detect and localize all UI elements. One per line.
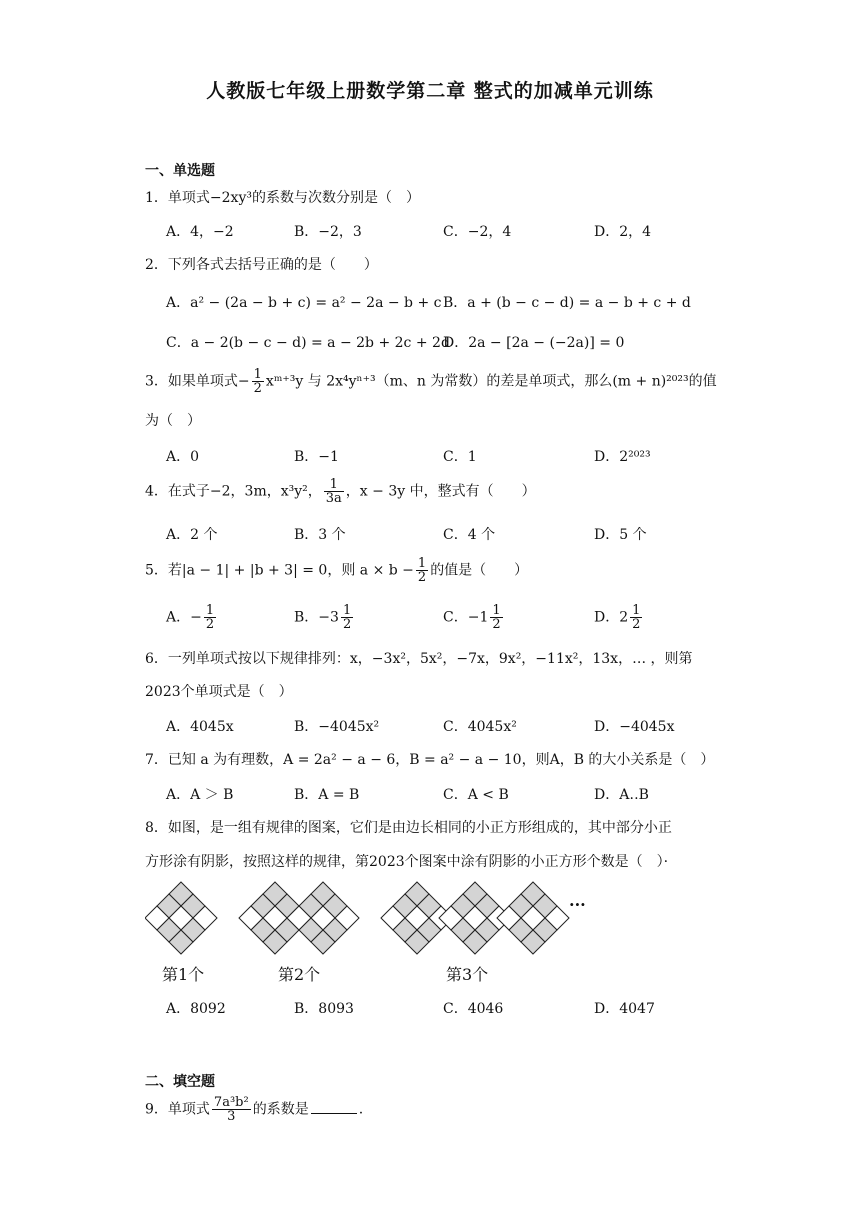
q6-option-d[interactable]: D．−4045x [594, 719, 675, 735]
figure-label-3: 第3个 [446, 965, 489, 984]
q2-option-c[interactable]: C．a − 2(b − c − d) = a − 2b + 2c + 2d [166, 335, 450, 351]
question-8-line-2: 方形涂有阴影，按照这样的规律，第2023个图案中涂有阴影的小正方形个数是（ ）· [145, 854, 669, 870]
q4-option-a[interactable]: A．2 个 [166, 527, 218, 543]
q9-answer-blank[interactable] [311, 1113, 357, 1114]
q9-fraction: $\frac{\text{7a³b²}}{3}$ [213, 1095, 249, 1124]
q3-option-b[interactable]: B．−1 [294, 449, 339, 465]
q4-option-b[interactable]: B．3 个 [294, 527, 346, 543]
question-6-line-1: 6．一列单项式按以下规律排列：x，−3x²，5x²，−7x，9x²，−11x²，13x，… ，则第 [145, 651, 693, 667]
page-title: 人教版七年级上册数学第二章 整式的加减单元训练 [206, 80, 654, 102]
question-6-line-2: 2023个单项式是（ ） [145, 684, 293, 700]
pattern-figure [145, 878, 625, 958]
question-9: 9．单项式 $\frac{\text{7a³b²}}{3}$ 的系数是 . [145, 1095, 364, 1124]
q4-option-d[interactable]: D．5 个 [594, 527, 647, 543]
q6-option-b[interactable]: B．−4045x² [294, 719, 380, 735]
figure-label-1: 第1个 [162, 965, 205, 984]
q8-option-a[interactable]: A．8092 [166, 1001, 226, 1017]
q2-option-a[interactable]: A．a² − (2a − b + c) = a² − 2a − b + c [166, 295, 442, 311]
q7-option-d[interactable]: D．A‥B [594, 787, 649, 803]
q8-option-d[interactable]: D．4047 [594, 1001, 655, 1017]
q5-option-d[interactable]: D．2 $\frac{1}{2}$ [594, 603, 641, 632]
q7-option-a[interactable]: A．A ＞ B [166, 787, 234, 803]
figure-label-2: 第2个 [278, 965, 321, 984]
question-8-line-1: 8．如图，是一组有规律的图案，它们是由边长相同的小正方形组成的，其中部分小正 [145, 820, 672, 836]
q6-option-c[interactable]: C．4045x² [443, 719, 517, 735]
q2-option-d[interactable]: D．2a − [2a − (−2a)] = 0 [443, 335, 625, 351]
q3-option-a[interactable]: A．0 [166, 449, 200, 465]
q8-option-c[interactable]: C．4046 [443, 1001, 504, 1017]
figure-ellipsis: ··· [569, 895, 586, 914]
question-3-line-2: 为（ ） [145, 413, 201, 429]
q4-prefix: 4．在式子−2，3m，x³y²， [145, 483, 322, 500]
question-2: 2．下列各式去括号正确的是（ ） [145, 257, 378, 273]
section-heading-fill-blank: 二、填空题 [145, 1074, 215, 1090]
q4-fraction: $\frac{1}{3a}$ [325, 477, 342, 506]
q1-option-c[interactable]: C．−2，4 [443, 224, 512, 240]
q3-option-d[interactable]: D．2²⁰²³ [594, 449, 651, 465]
q4-rest: ，x − 3y 中，整式有（ ） [345, 483, 536, 500]
q7-option-b[interactable]: B．A = B [294, 787, 360, 803]
q2-option-b[interactable]: B．a + (b − c − d) = a − b + c + d [443, 295, 691, 311]
question-4 [145, 478, 536, 505]
q5-option-a[interactable]: A．− $\frac{1}{2}$ [166, 603, 215, 632]
q3-fraction: $\frac{1}{2}$ [253, 367, 262, 396]
q5-rest: 的值是（ ） [430, 562, 529, 579]
q7-option-c[interactable]: C．A < B [443, 787, 509, 803]
q8-option-b[interactable]: B．8093 [294, 1001, 354, 1017]
q1-option-d[interactable]: D．2，4 [594, 224, 652, 240]
question-3 [145, 368, 717, 395]
q6-option-a[interactable]: A．4045x [166, 719, 234, 735]
q1-option-a[interactable]: A．4，−2 [166, 224, 234, 240]
question-5 [145, 557, 528, 584]
q4-option-c[interactable]: C．4 个 [443, 527, 496, 543]
q5-option-b[interactable]: B．−3 $\frac{1}{2}$ [294, 603, 352, 632]
q3-option-c[interactable]: C．1 [443, 449, 477, 465]
q1-option-b[interactable]: B．−2，3 [294, 224, 362, 240]
q5-option-c[interactable]: C．−1 $\frac{1}{2}$ [443, 603, 501, 632]
q5-fraction: $\frac{1}{2}$ [417, 556, 427, 585]
section-heading-single-choice: 一、单选题 [145, 163, 215, 179]
question-7: 7．已知 a 为有理数，A = 2a² − a − 6，B = a² − a − 10，则A，B 的大小关系是（ ） [145, 752, 715, 768]
q3-prefix: 3．如果单项式− [145, 373, 250, 390]
q5-prefix: 5．若|a − 1| + |b + 3| = 0，则 a × b − [145, 562, 414, 579]
question-1: 1．单项式−2xy³的系数与次数分别是（ ） [145, 190, 420, 206]
q3-rest: xᵐ⁺³y 与 2x⁴yⁿ⁺³（m、n 为常数）的差是单项式，那么(m + n)²⁰²³的值 [265, 373, 717, 390]
